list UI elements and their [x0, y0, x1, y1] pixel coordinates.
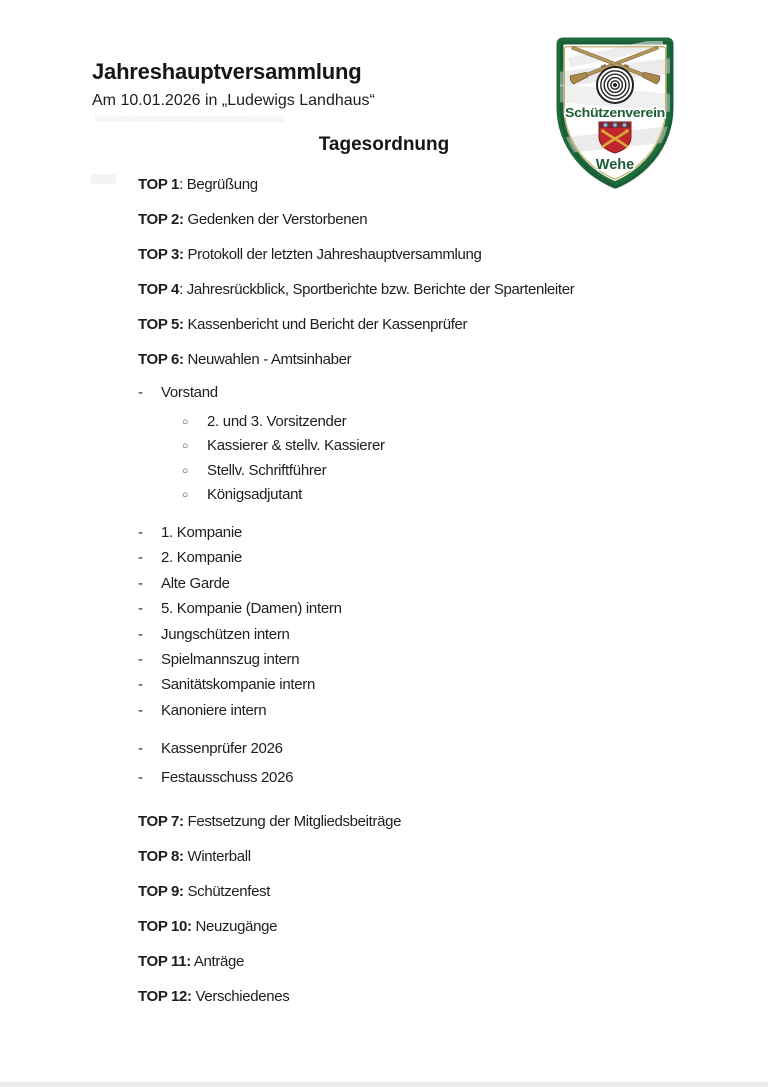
club-name-text: Schützenverein — [565, 105, 666, 120]
dash-bullet: - — [138, 549, 143, 567]
dash-bullet: - — [138, 676, 143, 694]
top-label: TOP 3: — [138, 246, 184, 263]
circle-bullet: ○ — [182, 440, 189, 453]
list-item-label: 2. Kompanie — [161, 549, 242, 567]
club-crest-logo — [548, 27, 682, 195]
dash-bullet: - — [138, 650, 143, 668]
agenda-top-item — [138, 917, 401, 937]
top-text: Verschiedenes — [191, 988, 290, 1005]
list-item-label: Festausschuss 2026 — [161, 769, 294, 786]
dash-bullet: - — [138, 701, 143, 719]
top-text: Schützenfest — [183, 883, 271, 900]
target-icon — [597, 67, 633, 103]
agenda-top-item — [138, 175, 574, 195]
top-text: Protokoll der letzten Jahreshauptversammlung — [183, 246, 482, 263]
dash-list-item — [138, 625, 342, 645]
agenda-top-item — [138, 245, 574, 265]
agenda-top-items-1-6 — [138, 175, 574, 385]
agenda-top-item — [138, 882, 401, 902]
list-item-label: Kassenprüfer 2026 — [161, 740, 283, 757]
list-item-label: Kanoniere intern — [161, 701, 267, 719]
agenda-top-item — [138, 210, 574, 230]
circle-list-item — [182, 461, 385, 481]
dash-list-item — [138, 599, 342, 619]
document-title: Jahreshauptversammlung — [92, 59, 362, 84]
circle-list-item — [182, 436, 385, 456]
list-item-label: 1. Kompanie — [161, 524, 242, 541]
dash-bullet: - — [138, 524, 143, 541]
list-item-label: 5. Kompanie (Damen) intern — [161, 600, 342, 618]
top-text: Neuzugänge — [191, 918, 278, 935]
dash-bullet: - — [138, 625, 143, 643]
dash-list-item — [138, 650, 342, 670]
agenda-top-item — [138, 987, 401, 1007]
top-label: TOP 5: — [138, 316, 184, 333]
list-item-label: Königsadjutant — [207, 486, 303, 504]
dash-bullet: - — [138, 740, 143, 757]
dash-list-item — [138, 675, 342, 695]
dash-list-item — [138, 548, 342, 568]
page-bottom-shadow — [0, 1082, 768, 1087]
agenda-top-item — [138, 952, 401, 972]
circle-list-item — [182, 485, 385, 505]
dash-list-item — [138, 739, 293, 759]
list-item-label: Kassierer & stellv. Kassierer — [207, 437, 385, 455]
top-text: Anträge — [190, 953, 244, 970]
list-item-label: Spielmannszug intern — [161, 650, 300, 668]
circle-bullet: ○ — [182, 489, 189, 502]
agenda-top-item — [138, 812, 401, 832]
club-place-text: Wehe — [595, 157, 635, 173]
list-item-label: Alte Garde — [161, 574, 230, 592]
top-label: TOP 4 — [138, 281, 180, 298]
scan-artifact — [95, 115, 285, 122]
top-text: Kassenbericht und Bericht der Kassenprüfer — [183, 316, 468, 333]
top-text: : Begrüßung — [179, 176, 258, 193]
agenda-top-item — [138, 315, 574, 335]
circle-bullet: ○ — [182, 416, 189, 428]
committee-list — [138, 739, 293, 797]
top-label: TOP 6: — [138, 351, 184, 368]
scan-artifact — [90, 174, 116, 184]
dash-list-item — [138, 701, 342, 721]
top-label: TOP 7: — [138, 813, 184, 830]
dash-bullet: - — [138, 600, 143, 618]
circle-bullet: ○ — [182, 464, 189, 477]
company-list — [138, 523, 342, 726]
agenda-heading: Tagesordnung — [318, 134, 450, 155]
list-item-label: Jungschützen intern — [161, 625, 290, 643]
top-text: Neuwahlen - Amtsinhaber — [183, 351, 352, 368]
top-label: TOP 9: — [138, 883, 184, 900]
dash-list-item — [138, 768, 293, 788]
agenda-top-item — [138, 847, 401, 867]
list-item-vorstand — [138, 383, 218, 403]
list-item-label: Sanitätskompanie intern — [161, 676, 316, 694]
dash-bullet: - — [138, 574, 143, 592]
agenda-top-items-7-12 — [138, 812, 401, 1022]
list-item-label: 2. und 3. Vorsitzender — [207, 413, 347, 430]
dash-bullet: - — [138, 769, 143, 786]
top-label: TOP 8: — [138, 848, 184, 865]
document-subtitle: Am 10.01.2026 in „Ludewigs Landhaus“ — [92, 92, 375, 109]
crest-dots — [603, 123, 626, 127]
top-text: Winterball — [183, 848, 251, 865]
agenda-top-item — [138, 280, 574, 300]
agenda-top-item — [138, 350, 574, 370]
circle-list-item — [182, 412, 385, 432]
dash-list-item — [138, 383, 218, 403]
top-label: TOP 2: — [138, 211, 184, 228]
top-text: Festsetzung der Mitgliedsbeiträge — [183, 813, 402, 830]
top-label: TOP 10: — [138, 918, 192, 935]
top-text: : Jahresrückblick, Sportberichte bzw. Berichte der Spartenleiter — [179, 281, 575, 298]
vorstand-positions-list — [182, 412, 385, 510]
list-item-label: Stellv. Schriftführer — [207, 461, 327, 479]
dash-list-item — [138, 574, 342, 594]
list-item-label: Vorstand — [161, 384, 218, 401]
top-label: TOP 1 — [138, 176, 180, 193]
top-label: TOP 11: — [138, 953, 191, 970]
top-label: TOP 12: — [138, 988, 192, 1005]
dash-list-item — [138, 523, 342, 543]
dash-bullet: - — [138, 384, 143, 401]
top-text: Gedenken der Verstorbenen — [183, 211, 368, 228]
